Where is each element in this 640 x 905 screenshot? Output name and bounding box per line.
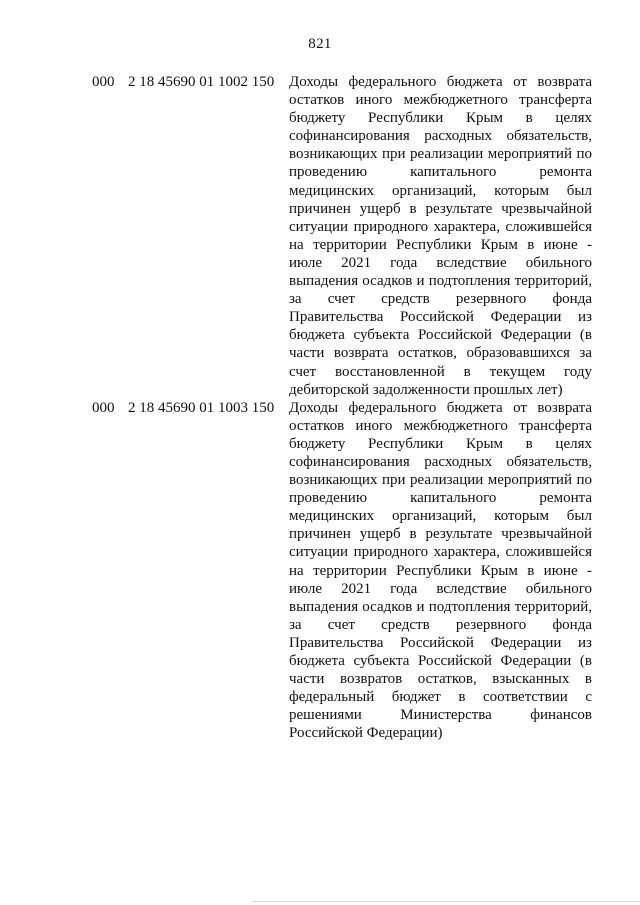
budget-classification-code: 2 18 45690 01 1003 150 — [128, 399, 275, 416]
scan-edge-divider — [252, 901, 640, 902]
table-row — [0, 73, 640, 399]
revenue-description: Доходы федерального бюджета от возврата остатков иного межбюджетного трансферта бюджету Республики Крым в целях софинансирования расходных обязательств, возникающих при реализации мероприятий по проведению капитального ремонта медицинских организаций, которым был причинен ущерб в результате чрезвычайной ситуации природного характера, сложившейся на территории Республики Крым в июне - июле 2021 года вследствие обильного выпадения осадков и подтопления территорий, за счет средств резервного фонда Правительства Российской Федерации из бюджета субъекта Российской Федерации (в части возврата остатков, образовавшихся за счет восстановленной в текущем году дебиторской задолженности прошлых лет) — [289, 74, 592, 398]
page-number: 821 — [308, 36, 332, 52]
admin-code: 000 — [92, 74, 115, 90]
revenue-description: Доходы федерального бюджета от возврата остатков иного межбюджетного трансферта бюджету Республики Крым в целях софинансирования расходных обязательств, возникающих при реализации мероприятий по проведению капитального ремонта медицинских организаций, которым был причинен ущерб в результате чрезвычайной ситуации природного характера, сложившейся на территории Республики Крым в июне - июле 2021 года вследствие обильного выпадения осадков и подтопления территорий, за счет средств резервного фонда Правительства Российской Федерации из бюджета субъекта Российской Федерации (в части возвратов остатков, взысканных в федеральный бюджет в соответствии с решениями Министерства финансов Российской Федерации) — [289, 399, 592, 742]
admin-code: 000 — [92, 399, 115, 416]
budget-code-table — [0, 73, 640, 742]
table-row — [0, 399, 640, 743]
budget-classification-code: 2 18 45690 01 1002 150 — [128, 74, 275, 90]
